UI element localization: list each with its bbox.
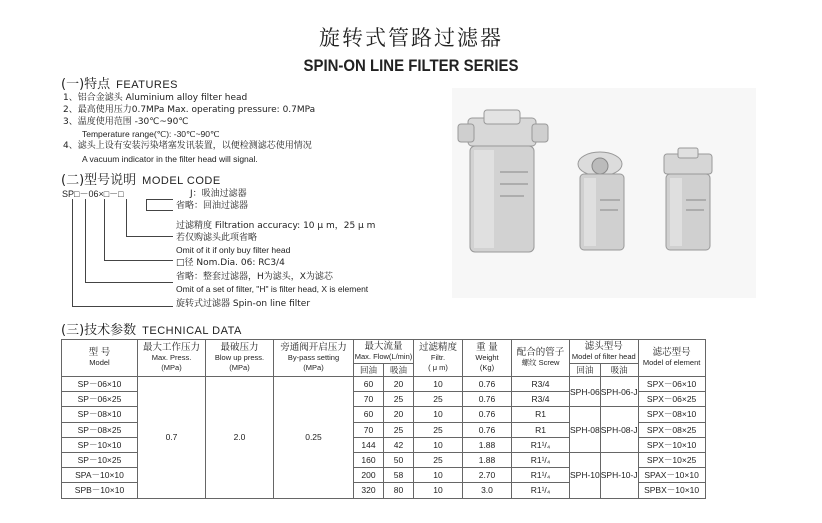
header-press bbox=[138, 340, 206, 377]
cell-screw: R1¹/₄ bbox=[512, 437, 570, 452]
header-weight-en: Weight bbox=[475, 353, 499, 362]
cell-flow-suction: 58 bbox=[384, 468, 414, 483]
feature-item: 3、温度使用范围 -30℃~90℃ bbox=[63, 117, 189, 127]
model-code-heading-cn: (二)型号说明 bbox=[61, 173, 137, 188]
header-filtr-en: Filtr. bbox=[430, 353, 446, 362]
product-photo bbox=[452, 88, 756, 298]
header-blow-en: Blow up press. bbox=[214, 353, 265, 362]
cell-flow-return: 160 bbox=[354, 452, 384, 467]
features-heading bbox=[61, 73, 178, 92]
cell-filtr: 10 bbox=[414, 377, 463, 392]
cell-screw: R1 bbox=[512, 422, 570, 437]
cell-flow-suction: 25 bbox=[384, 392, 414, 407]
page-title-en: SPIN-ON LINE FILTER SERIES bbox=[303, 56, 519, 75]
table-header-row-1 bbox=[62, 340, 706, 364]
cell-element: SPX－08×25 bbox=[638, 422, 705, 437]
cell-model: SP－08×10 bbox=[62, 407, 138, 422]
cell-flow-suction: 50 bbox=[384, 452, 414, 467]
header-flow-en: Max. Flow(L/min) bbox=[354, 351, 413, 361]
cell-head-return: SPH-06 bbox=[570, 377, 601, 407]
header-head-en: Model of filter head bbox=[571, 351, 636, 361]
header-head-cn: 滤头型号 bbox=[584, 340, 623, 352]
table-row bbox=[62, 377, 706, 392]
model-code-heading-en: MODEL CODE bbox=[142, 175, 221, 187]
cell-filtr: 25 bbox=[414, 392, 463, 407]
cell-screw: R1 bbox=[512, 407, 570, 422]
header-flow bbox=[354, 340, 414, 364]
header-weight bbox=[463, 340, 512, 377]
header-screw-cn: 配合的管子 bbox=[516, 347, 565, 358]
header-screw bbox=[512, 340, 570, 377]
cell-flow-suction: 20 bbox=[384, 377, 414, 392]
tech-heading bbox=[61, 319, 242, 338]
cell-flow-suction: 20 bbox=[384, 407, 414, 422]
cell-screw: R1¹/₄ bbox=[512, 468, 570, 483]
header-blow-unit: (MPa) bbox=[229, 363, 250, 372]
header-bypass-cn: 旁通阀开启压力 bbox=[280, 342, 347, 353]
cell-element: SPX－06×25 bbox=[638, 392, 705, 407]
header-press-cn: 最大工作压力 bbox=[142, 342, 200, 353]
small-filter-image bbox=[664, 148, 712, 250]
filter-type: 旋转式过滤器 Spin-on line filter bbox=[176, 299, 311, 309]
cell-weight: 0.76 bbox=[463, 392, 512, 407]
header-bypass-unit: (MPa) bbox=[303, 363, 324, 372]
tech-heading-en: TECHNICAL DATA bbox=[142, 325, 242, 337]
large-filter-image bbox=[458, 110, 548, 252]
cell-filtr: 10 bbox=[414, 483, 463, 498]
tech-data-table bbox=[61, 339, 706, 499]
cell-screw: R1¹/₄ bbox=[512, 483, 570, 498]
page-title-cn: 旋转式管路过滤器 bbox=[319, 26, 503, 50]
cell-flow-return: 144 bbox=[354, 437, 384, 452]
model-code-heading bbox=[61, 169, 221, 188]
cell-weight: 0.76 bbox=[463, 377, 512, 392]
cell-element: SPAX－10×10 bbox=[638, 468, 705, 483]
cell-head-suction: SPH-10-J bbox=[600, 452, 638, 498]
cell-filtr: 10 bbox=[414, 468, 463, 483]
header-head bbox=[570, 340, 639, 364]
feature-item: 1、铝合金滤头 Aluminium alloy filter head bbox=[63, 93, 248, 103]
cell-weight: 3.0 bbox=[463, 483, 512, 498]
header-press-en: Max. Press. bbox=[151, 353, 192, 362]
model-code-string: SP□－06×□－□ bbox=[62, 189, 124, 199]
header-model-en: Model bbox=[89, 358, 110, 367]
cell-head-return: SPH-08 bbox=[570, 407, 601, 453]
features-heading-en: FEATURES bbox=[116, 79, 179, 91]
cell-flow-return: 60 bbox=[354, 407, 384, 422]
cell-model: SP－10×25 bbox=[62, 452, 138, 467]
header-flow-cn: 最大流量 bbox=[364, 340, 403, 352]
cell-model: SPA－10×10 bbox=[62, 468, 138, 483]
header-blow bbox=[206, 340, 274, 377]
cell-weight: 1.88 bbox=[463, 452, 512, 467]
cell-model: SP－08×25 bbox=[62, 422, 138, 437]
feature-item: Temperature range(℃): -30℃~90℃ bbox=[82, 129, 220, 139]
features-heading-cn: (一)特点 bbox=[61, 77, 111, 92]
omit-note-en: Omit of a set of filter, "H" is filter head, X is element bbox=[176, 284, 369, 294]
cell-filtr: 10 bbox=[414, 437, 463, 452]
cell-flow-suction: 42 bbox=[384, 437, 414, 452]
medium-filter-image bbox=[578, 152, 624, 250]
cell-element: SPX－08×10 bbox=[638, 407, 705, 422]
header-press-unit: (MPa) bbox=[161, 363, 182, 372]
header-flow-return: 回油 bbox=[354, 364, 384, 377]
header-weight-unit: (Kg) bbox=[479, 363, 495, 372]
header-model-cn: 型 号 bbox=[88, 347, 111, 358]
cell-bypass: 0.25 bbox=[274, 377, 354, 499]
filter-head-note-cn: 若仅购滤头此项省略 bbox=[176, 233, 258, 243]
header-blow-cn: 最破压力 bbox=[220, 342, 259, 353]
header-head-suction: 吸油 bbox=[600, 364, 638, 377]
cell-element: SPX－10×25 bbox=[638, 452, 705, 467]
cell-filtr: 25 bbox=[414, 422, 463, 437]
feature-item: A vacuum indicator in the filter head will signal. bbox=[82, 154, 258, 164]
cell-filtr: 10 bbox=[414, 407, 463, 422]
cell-screw: R3/4 bbox=[512, 392, 570, 407]
cell-screw: R3/4 bbox=[512, 377, 570, 392]
cell-flow-return: 70 bbox=[354, 392, 384, 407]
cell-element: SPBX－10×10 bbox=[638, 483, 705, 498]
header-filtr bbox=[414, 340, 463, 377]
cell-flow-return: 60 bbox=[354, 377, 384, 392]
header-weight-cn: 重 量 bbox=[476, 342, 498, 353]
cell-model: SPB－10×10 bbox=[62, 483, 138, 498]
cell-model: SP－06×10 bbox=[62, 377, 138, 392]
cell-weight: 1.88 bbox=[463, 437, 512, 452]
nominal-diameter: □径 Nom.Dia. 06: RC3/4 bbox=[176, 258, 285, 268]
cell-weight: 0.76 bbox=[463, 407, 512, 422]
header-bypass bbox=[274, 340, 354, 377]
cell-weight: 0.76 bbox=[463, 422, 512, 437]
header-filtr-cn: 过滤精度 bbox=[418, 342, 457, 353]
filtration-accuracy: 过滤精度 Filtration accuracy: 10 μ m，25 μ m bbox=[176, 221, 376, 231]
feature-item: 2、最高使用压力0.7MPa Max. operating pressure: 0.7MPa bbox=[63, 105, 316, 115]
filter-head-note-en: Omit of it if only buy filter head bbox=[176, 245, 291, 255]
header-bypass-en: By-pass setting bbox=[287, 353, 340, 362]
header-model bbox=[62, 340, 138, 377]
cell-head-return: SPH-10 bbox=[570, 452, 601, 498]
cell-filtr: 25 bbox=[414, 452, 463, 467]
header-flow-suction: 吸油 bbox=[384, 364, 414, 377]
header-filtr-unit: ( μ m) bbox=[428, 363, 448, 372]
cell-model: SP－10×10 bbox=[62, 437, 138, 452]
cell-flow-return: 70 bbox=[354, 422, 384, 437]
header-head-return: 回油 bbox=[570, 364, 601, 377]
cell-head-suction: SPH-08-J bbox=[600, 407, 638, 453]
cell-flow-return: 320 bbox=[354, 483, 384, 498]
return-filter-note: 省略：回油过滤器 bbox=[176, 201, 249, 211]
cell-flow-suction: 80 bbox=[384, 483, 414, 498]
header-element-en: Model of element bbox=[642, 358, 701, 367]
cell-flow-suction: 25 bbox=[384, 422, 414, 437]
tech-heading-cn: (三)技术参数 bbox=[61, 323, 137, 338]
cell-press: 0.7 bbox=[138, 377, 206, 499]
cell-head-suction: SPH-06-J bbox=[600, 377, 638, 407]
header-screw-en: 螺纹 Screw bbox=[521, 358, 560, 367]
cell-element: SPX－10×10 bbox=[638, 437, 705, 452]
feature-item: 4、滤头上设有安装污染堵塞发讯装置，以便检测滤芯使用情况 bbox=[63, 141, 312, 151]
cell-weight: 2.70 bbox=[463, 468, 512, 483]
cell-flow-return: 200 bbox=[354, 468, 384, 483]
suction-filter-note: J：吸油过滤器 bbox=[190, 189, 247, 199]
omit-note-cn: 省略：整套过滤器，H为滤头，X为滤芯 bbox=[176, 272, 333, 282]
header-element-cn: 滤芯型号 bbox=[652, 347, 691, 358]
cell-blow: 2.0 bbox=[206, 377, 274, 499]
header-element bbox=[638, 340, 705, 377]
cell-screw: R1¹/₄ bbox=[512, 452, 570, 467]
cell-element: SPX－06×10 bbox=[638, 377, 705, 392]
cell-model: SP－06×25 bbox=[62, 392, 138, 407]
